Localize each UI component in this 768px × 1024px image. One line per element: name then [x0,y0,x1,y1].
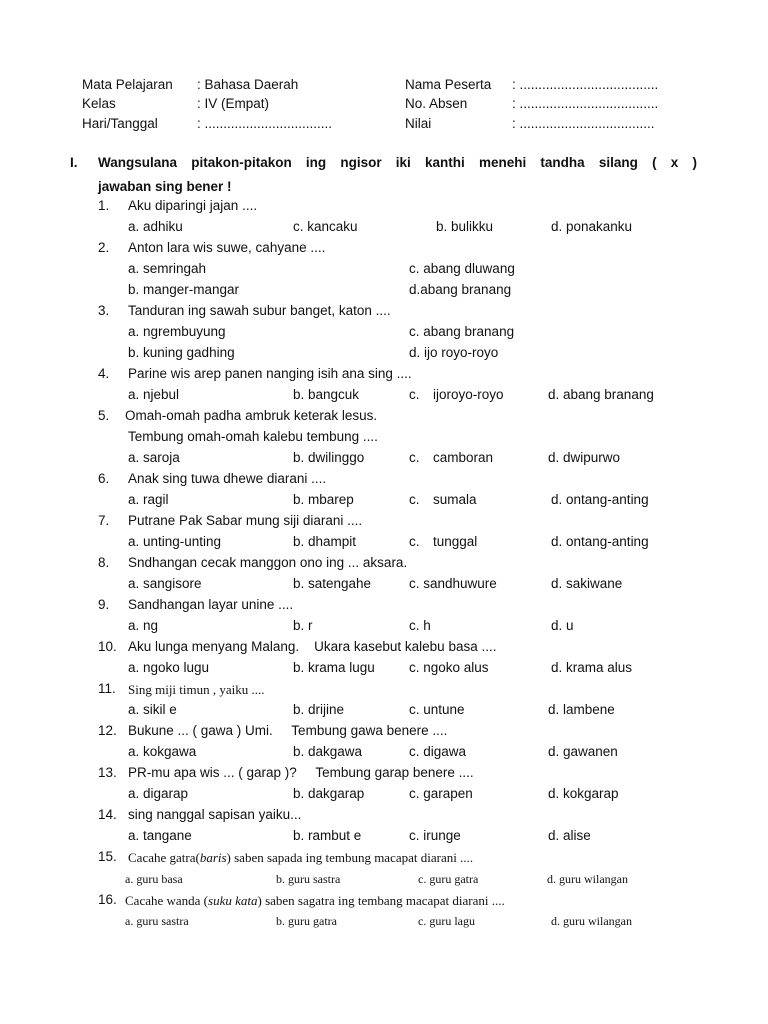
option-a: a. guru sastra [125,914,189,928]
question-text: Sandhangan layar unine .... [128,597,294,612]
question-number: 13. [98,765,117,780]
question-text-part: Cacahe gatra( [128,850,200,865]
option-c: c. untune [409,702,465,717]
question-number: 5. [98,408,110,423]
question-text [128,850,473,866]
option-b: b. rambut e [293,828,362,843]
value-hari-tanggal: : .................................. [197,116,333,131]
value-nilai: : .................................... [512,116,655,131]
option-a: a. kokgawa [128,744,197,759]
value-no-absen: : ..................................... [512,96,659,111]
option-d: d. guru wilangan [547,872,628,886]
question-text: Putrane Pak Sabar mung siji diarani .... [128,513,363,528]
question-text: Sndhangan cecak manggon ono ing ... aksara. [128,555,408,570]
option-b: b. bulikku [436,219,494,234]
option-d: d. alise [548,828,591,843]
option-d: d. gawanen [548,744,618,759]
option-b: b. drijine [293,702,345,717]
question-number: 10. [98,639,117,654]
option-b: b. kuning gadhing [128,345,235,360]
option-d: d. ijo royo-royo [409,345,499,360]
question-number: 7. [98,513,110,528]
section-number: I. [70,155,78,170]
question-text-2: Tembung omah-omah kalebu tembung .... [128,429,378,444]
label-nama-peserta: Nama Peserta [405,77,492,92]
question-text: Omah-omah padha ambruk keterak lesus. [125,408,378,423]
option-c-text: tunggal [433,534,478,549]
question-number: 2. [98,240,110,255]
option-b: b. dakgawa [293,744,363,759]
question-text: sing nanggal sapisan yaiku... [128,807,302,822]
option-c: c. guru gatra [418,872,479,886]
question-number: 1. [98,198,110,213]
label-hari-tanggal: Hari/Tanggal [82,116,158,131]
option-c-text: ijoroyo-royo [433,387,504,402]
option-a: a. semringah [128,261,207,276]
option-c-letter: c. [409,450,420,465]
option-a: a. ng [128,618,159,633]
option-c: c. ngoko alus [409,660,489,675]
option-d: d. ponakanku [551,219,633,234]
label-nilai: Nilai [405,116,432,131]
option-d: d. krama alus [551,660,633,675]
section-instruction [98,154,697,196]
question-number: 6. [98,471,110,486]
option-c-letter: c. [409,534,420,549]
question-text-part: ) saben sagatra ing tembang macapat diarani .... [257,893,505,908]
option-a: a. ngrembuyung [128,324,226,339]
option-c-text: camboran [433,450,494,465]
question-number: 12. [98,723,117,738]
question-text: Tanduran ing sawah subur banget, katon .... [128,303,391,318]
option-b: b. satengahe [293,576,372,591]
option-c-text: sumala [433,492,477,507]
value-kelas: : IV (Empat) [197,96,270,111]
option-a: a. saroja [128,450,180,465]
option-b: b. dhampit [293,534,357,549]
option-c: c. h [409,618,431,633]
option-d: d. abang branang [548,387,654,402]
question-text-italic: suku kata [208,893,258,908]
option-d: d. ontang-anting [551,492,649,507]
option-a: a. unting-unting [128,534,222,549]
option-c: c. garapen [409,786,473,801]
option-a: a. adhiku [128,219,183,234]
option-c-letter: c. [409,492,420,507]
value-nama-peserta: : ..................................... [512,77,659,92]
option-a: a. ragil [128,492,169,507]
option-b: b. guru gatra [276,914,337,928]
option-a: a. njebul [128,387,180,402]
question-text-part: ) saben sapada ing tembung macapat diarani .... [226,850,474,865]
option-d: d. lambene [548,702,615,717]
option-c: c. sandhuwure [409,576,497,591]
option-c: c. abang branang [409,324,515,339]
question-number: 16. [98,892,117,907]
option-b: b. krama lugu [293,660,375,675]
question-text: Parine wis arep panen nanging isih ana sing .... [128,366,412,381]
option-d: d. sakiwane [551,576,623,591]
option-b: b. dwilinggo [293,450,365,465]
option-d: d. ontang-anting [551,534,649,549]
label-mata-pelajaran: Mata Pelajaran [82,77,173,92]
question-number: 4. [98,366,110,381]
option-a: a. digarap [128,786,189,801]
option-c: c. abang dluwang [409,261,515,276]
question-text: Aku lunga menyang Malang. Ukara kasebut kalebu basa .... [128,639,497,654]
option-d: d. kokgarap [548,786,619,801]
option-d: d. dwipurwo [548,450,621,465]
question-number: 14. [98,807,117,822]
question-text-italic: baris [199,850,227,865]
question-text: Anak sing tuwa dhewe diarani .... [128,471,327,486]
value-mata-pelajaran: : Bahasa Daerah [197,77,299,92]
question-number: 9. [98,597,110,612]
question-text [125,893,505,909]
option-a: a. guru basa [125,872,183,886]
option-b: b. r [293,618,313,633]
option-d: d. guru wilangan [551,914,632,928]
label-kelas: Kelas [82,96,116,111]
question-text-part: Cacahe wanda ( [125,893,209,908]
question-text: PR-mu apa wis ... ( garap )? Tembung garap benere .... [128,765,474,780]
question-number: 3. [98,303,110,318]
instruction-line-1: Wangsulana pitakon-pitakon ing ngisor iki kanthi menehi tandha silang ( x ) [98,155,697,170]
question-number: 11. [98,681,116,696]
option-a: a. tangane [128,828,192,843]
label-no-absen: No. Absen [405,96,468,111]
instruction-line-2: jawaban sing bener ! [98,179,232,194]
option-b: b. mbarep [293,492,354,507]
option-b: b. guru sastra [276,872,341,886]
option-c: c. digawa [409,744,467,759]
option-d: d. u [551,618,574,633]
option-c: c. guru lagu [418,914,475,928]
option-b: b. dakgarap [293,786,365,801]
option-c-letter: c. [409,387,420,402]
question-text: Anton lara wis suwe, cahyane .... [128,240,326,255]
question-text: Bukune ... ( gawa ) Umi. Tembung gawa benere .... [128,723,448,738]
question-number: 15. [98,849,117,864]
option-d: d.abang branang [409,282,512,297]
option-b: b. manger-mangar [128,282,240,297]
option-c: c. irunge [409,828,461,843]
option-c: c. kancaku [293,219,358,234]
option-a: a. sikil e [128,702,177,717]
question-number: 8. [98,555,110,570]
question-text: Sing miji timun , yaiku .... [128,682,265,697]
option-a: a. ngoko lugu [128,660,210,675]
option-a: a. sangisore [128,576,202,591]
question-text: Aku diparingi jajan .... [128,198,258,213]
option-b: b. bangcuk [293,387,360,402]
